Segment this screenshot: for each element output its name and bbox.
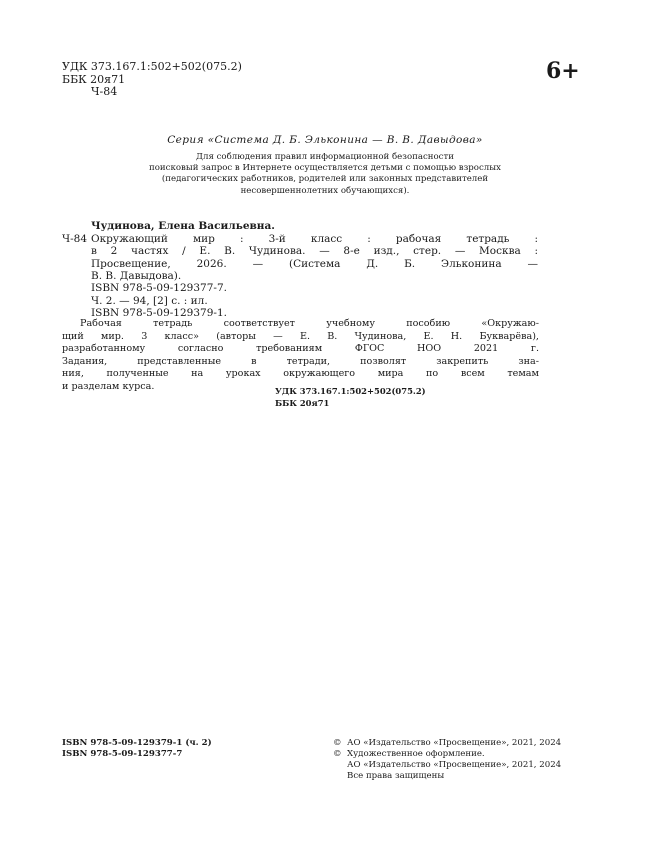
copyright-spacer — [333, 760, 347, 771]
author-mark: Ч-84 — [91, 85, 118, 98]
udk-code: УДК 373.167.1:502+502(075.2) — [275, 386, 426, 396]
safety-line: (педагогических работников, родителей или законных представителей — [161, 174, 489, 185]
series-title: Серия «Система Д. Б. Эльконина — В. В. Давыдова» — [167, 134, 483, 146]
isbn-line: ISBN 978-5-09-129379-1 (ч. 2) — [62, 738, 212, 748]
udk-code: УДК 373.167.1:502+502(075.2) — [62, 60, 242, 73]
isbn-line: ISBN 978-5-09-129377-7. — [91, 282, 227, 294]
bbk-code: ББК 20я71 — [275, 398, 330, 408]
annotation-line: Рабочая тетрадь соответствует учебному пособию «Окружаю- — [80, 318, 539, 329]
classification-footer — [275, 385, 426, 409]
bibliographic-record — [62, 220, 592, 283]
copyright-spacer — [333, 771, 347, 782]
safety-line: поисковый запрос в Интернете осуществляется детьми с помощью взрослых — [149, 163, 501, 174]
rights-reserved: Все права защищены — [347, 771, 445, 781]
safety-notice — [0, 152, 650, 197]
copyright-line — [333, 760, 561, 771]
bbk-code: ББК 20я71 — [62, 72, 126, 86]
copyright-text: Художественное оформление. — [347, 749, 485, 759]
safety-line: несовершеннолетних обучающихся). — [240, 185, 410, 196]
copyright-block — [333, 738, 561, 782]
record-code: Ч-84 — [62, 232, 88, 245]
record-description — [91, 233, 538, 283]
annotation-line: Задания, представленные в тетради, позволят закрепить зна- — [62, 355, 539, 367]
record-isbns — [91, 282, 227, 320]
copyright-icon: © — [333, 738, 342, 748]
annotation-line: и разделам курса. — [62, 380, 155, 392]
copyright-icon: © — [333, 749, 342, 759]
annotation-line: ния, полученные на уроках окружающего мира по всем темам — [62, 368, 539, 380]
age-rating: 6+ — [546, 58, 580, 84]
description-line: В. В. Давыдова). — [91, 270, 182, 283]
annotation-line: разработанному согласно требованиям ФГОС НОО 2021 г. — [62, 343, 539, 355]
copyright-line — [333, 749, 561, 760]
classification-header — [62, 61, 242, 99]
isbn-line: Ч. 2. — 94, [2] с. : ил. — [91, 294, 208, 307]
copyright-line — [333, 738, 561, 749]
isbn-line: ISBN 978-5-09-129377-7 — [62, 749, 183, 759]
copyright-line — [333, 771, 561, 782]
safety-line: Для соблюдения правил информационной безопасности — [196, 152, 454, 162]
copyright-text: АО «Издательство «Просвещение», 2021, 2024 — [347, 760, 562, 770]
annotation-line: щий мир. 3 класс» (авторы — Е. В. Чудинова, Е. Н. Букварёва), — [62, 330, 539, 342]
description-line: Просвещение, 2026. — (Система Д. Б. Эльконина — — [91, 257, 538, 270]
description-line: Окружающий мир : 3-й класс : рабочая тетрадь : — [91, 232, 538, 245]
annotation — [62, 318, 539, 394]
copyright-text: АО «Издательство «Просвещение», 2021, 2024 — [347, 738, 562, 748]
isbn-line: ISBN 978-5-09-129379-1. — [91, 307, 227, 319]
author-name: Чудинова, Елена Васильевна. — [91, 220, 275, 232]
description-line: в 2 частях / Е. В. Чудинова. — 8-е изд., стер. — Москва : — [91, 245, 538, 258]
isbn-footer — [62, 738, 212, 760]
